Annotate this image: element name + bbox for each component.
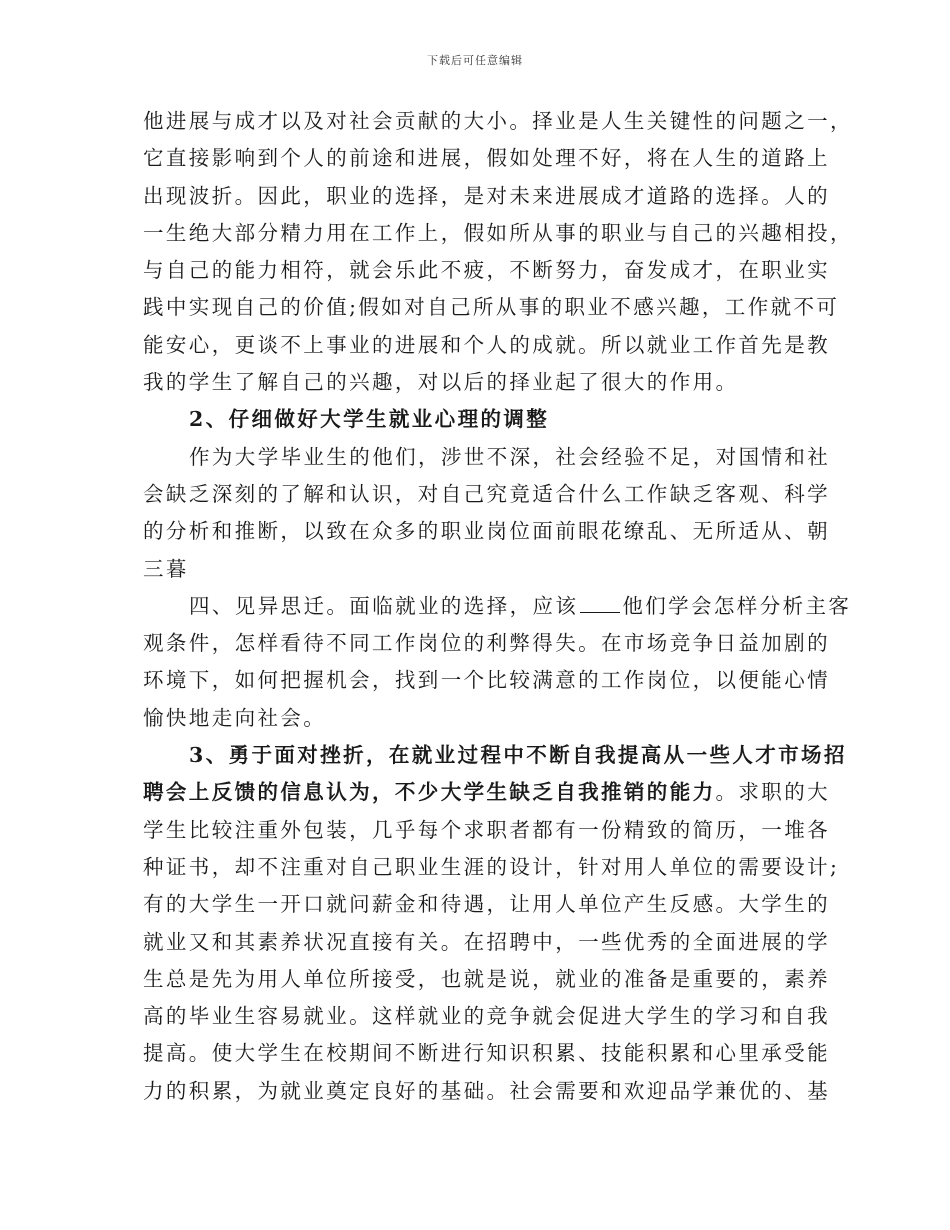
fill-in-blank — [580, 594, 620, 613]
text-line — [143, 588, 852, 625]
text-line: 生总是先为用人单位所接受，也就是说，就业的准备是重要的，素养 — [143, 966, 830, 991]
document-body — [143, 103, 853, 1110]
section-heading: 2、仔细做好大学生就业心理的调整 — [189, 407, 550, 432]
text-line: 就业又和其素养状况直接有关。在招聘中，一些优秀的全面进展的学 — [143, 929, 830, 954]
bold-heading-line: 3、勇于面对挫折，在就业过程中不断自我提高从一些人才市场招 — [189, 743, 847, 768]
text-line: 三暮 — [143, 556, 189, 581]
text-line: 践中实现自己的价值;假如对自己所从事的职业不感兴趣，工作就不可 — [143, 295, 840, 320]
text-line: 愉快地走向社会。 — [143, 705, 327, 730]
text-line: 观条件，怎样看待不同工作岗位的利弊得失。在市场竞争日益加剧的 — [143, 631, 830, 656]
text-line: 力的积累，为就业奠定良好的基础。社会需要和欢迎品学兼优的、基 — [143, 1078, 830, 1103]
text-line: 我的学生了解自己的兴趣，对以后的择业起了很大的作用。 — [143, 370, 739, 395]
text-line: 提高。使大学生在校期间不断进行知识积累、技能积累和心里承受能 — [143, 1041, 830, 1066]
text-line: 有的大学生一开口就问薪金和待遇，让用人单位产生反感。大学生的 — [143, 892, 830, 917]
text-line: 一生绝大部分精力用在工作上，假如所从事的职业与自己的兴趣相投， — [143, 220, 853, 245]
text-line: 作为大学毕业生的他们，涉世不深，社会经验不足，对国情和社 — [189, 444, 831, 469]
text-line: 会缺乏深刻的了解和认识，对自己究竟适合什么工作缺乏客观、科学 — [143, 481, 830, 506]
text-line: 环境下，如何把握机会，找到一个比较满意的工作岗位，以便能心情 — [143, 668, 830, 693]
text-line: 学生比较注重外包装，几乎每个求职者都有一份精致的简历，一堆各 — [143, 817, 830, 842]
text-segment: 四、见异思迁。面临就业的选择，应该 — [189, 593, 579, 618]
text-line: 与自己的能力相符，就会乐此不疲，不断努力，奋发成才，在职业实 — [143, 258, 830, 283]
text-line — [143, 774, 830, 811]
text-line: 能安心，更谈不上事业的进展和个人的成就。所以就业工作首先是教 — [143, 332, 830, 357]
bold-text-segment: 聘会上反馈的信息认为，不少大学生缺乏自我推销的能力 — [143, 780, 716, 805]
text-segment: 。求职的大 — [715, 780, 830, 805]
text-segment: 他们学会怎样分析主客 — [622, 593, 852, 618]
page-header: 下载后可任意编辑 — [427, 54, 523, 67]
text-line: 的分析和推断，以致在众多的职业岗位面前眼花缭乱、无所适从、朝 — [143, 519, 830, 544]
text-line: 出现波折。因此，职业的选择，是对未来进展成才道路的选择。人的 — [143, 183, 830, 208]
text-line: 它直接影响到个人的前途和进展，假如处理不好，将在人生的道路上 — [143, 146, 830, 171]
text-line: 高的毕业生容易就业。这样就业的竞争就会促进大学生的学习和自我 — [143, 1004, 830, 1029]
text-line: 他进展与成才以及对社会贡献的大小。择业是人生关键性的问题之一， — [143, 109, 853, 133]
text-line: 种证书，却不注重对自己职业生涯的设计，针对用人单位的需要设计; — [143, 854, 840, 879]
